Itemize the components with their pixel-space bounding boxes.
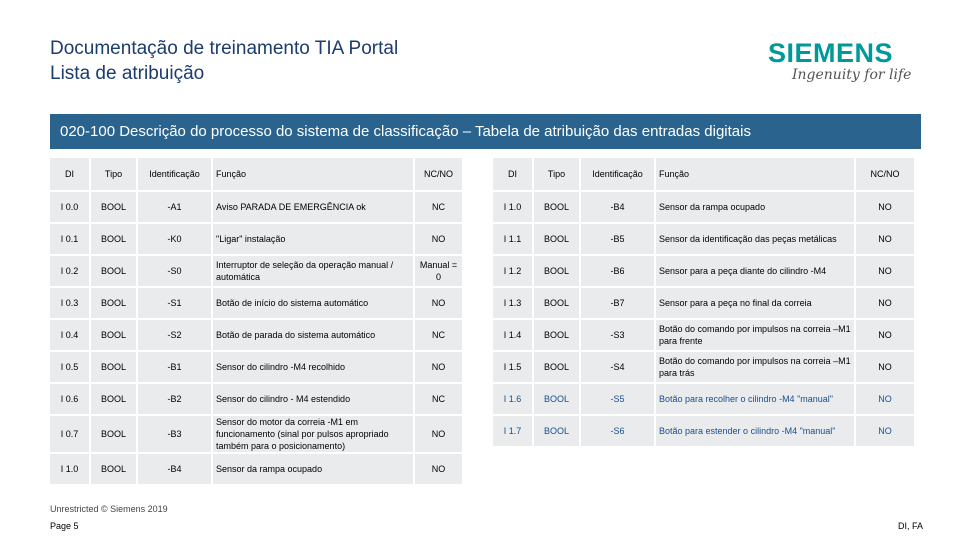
cell-di: I 0.7 bbox=[50, 416, 91, 452]
cell-di: I 0.2 bbox=[50, 256, 91, 286]
document-title bbox=[50, 36, 398, 86]
table-row bbox=[50, 384, 462, 414]
table-row bbox=[50, 192, 462, 222]
table-row bbox=[493, 384, 914, 414]
cell-di: I 1.7 bbox=[493, 416, 534, 446]
right-assignment-table bbox=[493, 156, 914, 448]
table-row bbox=[50, 454, 462, 484]
author-tag: DI, FA bbox=[897, 521, 923, 531]
cell-identificacao: -B3 bbox=[138, 416, 213, 452]
copyright-note: Unrestricted © Siemens 2019 bbox=[50, 504, 168, 514]
cell-tipo: BOOL bbox=[534, 192, 581, 222]
cell-identificacao: -S1 bbox=[138, 288, 213, 318]
cell-funcao: Interruptor de seleção da operação manual / automática bbox=[213, 256, 415, 286]
siemens-logo bbox=[768, 40, 918, 84]
cell-identificacao: -B5 bbox=[581, 224, 656, 254]
cell-ncno: NO bbox=[415, 352, 462, 382]
cell-tipo: BOOL bbox=[534, 224, 581, 254]
cell-funcao: Sensor do motor da correia -M1 em funcionamento (sinal por pulsos apropriado também para o posicionamento) bbox=[213, 416, 415, 452]
cell-ncno: NO bbox=[856, 256, 914, 286]
cell-funcao: Aviso PARADA DE EMERGÊNCIA ok bbox=[213, 192, 415, 222]
cell-di: I 0.3 bbox=[50, 288, 91, 318]
cell-tipo: BOOL bbox=[91, 416, 138, 452]
cell-tipo: BOOL bbox=[534, 256, 581, 286]
table-row bbox=[50, 416, 462, 452]
logo-brand: SIEMENS bbox=[768, 38, 894, 68]
cell-identificacao: -S5 bbox=[581, 384, 656, 414]
cell-ncno: NO bbox=[856, 384, 914, 414]
cell-ncno: NO bbox=[415, 288, 462, 318]
cell-identificacao: -S2 bbox=[138, 320, 213, 350]
cell-tipo: BOOL bbox=[534, 352, 581, 382]
cell-di: I 0.0 bbox=[50, 192, 91, 222]
cell-di: I 0.4 bbox=[50, 320, 91, 350]
table-row bbox=[493, 288, 914, 318]
col-header-tipo: Tipo bbox=[91, 158, 138, 190]
table-row bbox=[493, 256, 914, 286]
table-row bbox=[493, 352, 914, 382]
cell-funcao: "Ligar" instalação bbox=[213, 224, 415, 254]
cell-ncno: NO bbox=[856, 288, 914, 318]
cell-di: I 1.0 bbox=[50, 454, 91, 484]
cell-di: I 1.5 bbox=[493, 352, 534, 382]
cell-identificacao: -A1 bbox=[138, 192, 213, 222]
cell-di: I 1.0 bbox=[493, 192, 534, 222]
cell-identificacao: -B1 bbox=[138, 352, 213, 382]
logo-tagline: Ingenuity for life bbox=[792, 67, 912, 83]
section-banner: 020-100 Descrição do processo do sistema de classificação – Tabela de atribuição das entradas digitais bbox=[50, 114, 921, 149]
cell-identificacao: -B4 bbox=[138, 454, 213, 484]
cell-funcao: Sensor do cilindro -M4 recolhido bbox=[213, 352, 415, 382]
page-number: Page 5 bbox=[50, 521, 79, 531]
cell-funcao: Sensor da rampa ocupado bbox=[656, 192, 856, 222]
cell-ncno: NO bbox=[856, 192, 914, 222]
table-row bbox=[50, 256, 462, 286]
table-row bbox=[493, 416, 914, 446]
col-header-identificacao: Identificação bbox=[581, 158, 656, 190]
cell-identificacao: -S3 bbox=[581, 320, 656, 350]
table-row bbox=[493, 192, 914, 222]
cell-identificacao: -S4 bbox=[581, 352, 656, 382]
cell-funcao: Botão do comando por impulsos na correia –M1 para trás bbox=[656, 352, 856, 382]
cell-ncno: Manual = 0 bbox=[415, 256, 462, 286]
cell-tipo: BOOL bbox=[534, 416, 581, 446]
col-header-di: DI bbox=[50, 158, 91, 190]
col-header-ncno: NC/NO bbox=[415, 158, 462, 190]
cell-tipo: BOOL bbox=[91, 352, 138, 382]
cell-ncno: NO bbox=[856, 416, 914, 446]
cell-di: I 1.1 bbox=[493, 224, 534, 254]
title-line-2: Lista de atribuição bbox=[50, 63, 205, 84]
cell-tipo: BOOL bbox=[91, 288, 138, 318]
cell-ncno: NC bbox=[415, 192, 462, 222]
cell-di: I 0.1 bbox=[50, 224, 91, 254]
cell-ncno: NO bbox=[415, 454, 462, 484]
cell-identificacao: -B4 bbox=[581, 192, 656, 222]
col-header-di: DI bbox=[493, 158, 534, 190]
cell-ncno: NO bbox=[856, 320, 914, 350]
cell-tipo: BOOL bbox=[91, 320, 138, 350]
cell-tipo: BOOL bbox=[534, 384, 581, 414]
col-header-ncno: NC/NO bbox=[856, 158, 914, 190]
cell-funcao: Sensor do cilindro - M4 estendido bbox=[213, 384, 415, 414]
left-assignment-table bbox=[50, 156, 462, 486]
table-row bbox=[50, 288, 462, 318]
table-row bbox=[50, 352, 462, 382]
cell-funcao: Sensor para a peça no final da correia bbox=[656, 288, 856, 318]
cell-tipo: BOOL bbox=[91, 384, 138, 414]
cell-ncno: NO bbox=[415, 224, 462, 254]
cell-identificacao: -B6 bbox=[581, 256, 656, 286]
cell-funcao: Botão para estender o cilindro -M4 "manual" bbox=[656, 416, 856, 446]
cell-di: I 0.6 bbox=[50, 384, 91, 414]
cell-di: I 1.2 bbox=[493, 256, 534, 286]
cell-tipo: BOOL bbox=[91, 256, 138, 286]
cell-funcao: Botão para recolher o cilindro -M4 "manual" bbox=[656, 384, 856, 414]
cell-di: I 1.6 bbox=[493, 384, 534, 414]
cell-di: I 0.5 bbox=[50, 352, 91, 382]
cell-ncno: NO bbox=[415, 416, 462, 452]
cell-ncno: NC bbox=[415, 320, 462, 350]
cell-ncno: NO bbox=[856, 224, 914, 254]
cell-ncno: NC bbox=[415, 384, 462, 414]
cell-funcao: Sensor para a peça diante do cilindro -M4 bbox=[656, 256, 856, 286]
table-row bbox=[50, 224, 462, 254]
cell-funcao: Sensor da rampa ocupado bbox=[213, 454, 415, 484]
cell-funcao: Sensor da identificação das peças metálicas bbox=[656, 224, 856, 254]
cell-identificacao: -S0 bbox=[138, 256, 213, 286]
table-row bbox=[493, 224, 914, 254]
cell-funcao: Botão do comando por impulsos na correia –M1 para frente bbox=[656, 320, 856, 350]
col-header-funcao: Função bbox=[213, 158, 415, 190]
table-row bbox=[493, 320, 914, 350]
cell-funcao: Botão de início do sistema automático bbox=[213, 288, 415, 318]
cell-identificacao: -K0 bbox=[138, 224, 213, 254]
col-header-identificacao: Identificação bbox=[138, 158, 213, 190]
cell-di: I 1.3 bbox=[493, 288, 534, 318]
col-header-tipo: Tipo bbox=[534, 158, 581, 190]
cell-tipo: BOOL bbox=[91, 224, 138, 254]
cell-tipo: BOOL bbox=[91, 454, 138, 484]
cell-tipo: BOOL bbox=[91, 192, 138, 222]
cell-funcao: Botão de parada do sistema automático bbox=[213, 320, 415, 350]
cell-di: I 1.4 bbox=[493, 320, 534, 350]
title-line-1: Documentação de treinamento TIA Portal bbox=[50, 38, 399, 59]
cell-identificacao: -B2 bbox=[138, 384, 213, 414]
table-row bbox=[50, 320, 462, 350]
cell-tipo: BOOL bbox=[534, 288, 581, 318]
cell-identificacao: -B7 bbox=[581, 288, 656, 318]
cell-tipo: BOOL bbox=[534, 320, 581, 350]
col-header-funcao: Função bbox=[656, 158, 856, 190]
cell-identificacao: -S6 bbox=[581, 416, 656, 446]
cell-ncno: NO bbox=[856, 352, 914, 382]
